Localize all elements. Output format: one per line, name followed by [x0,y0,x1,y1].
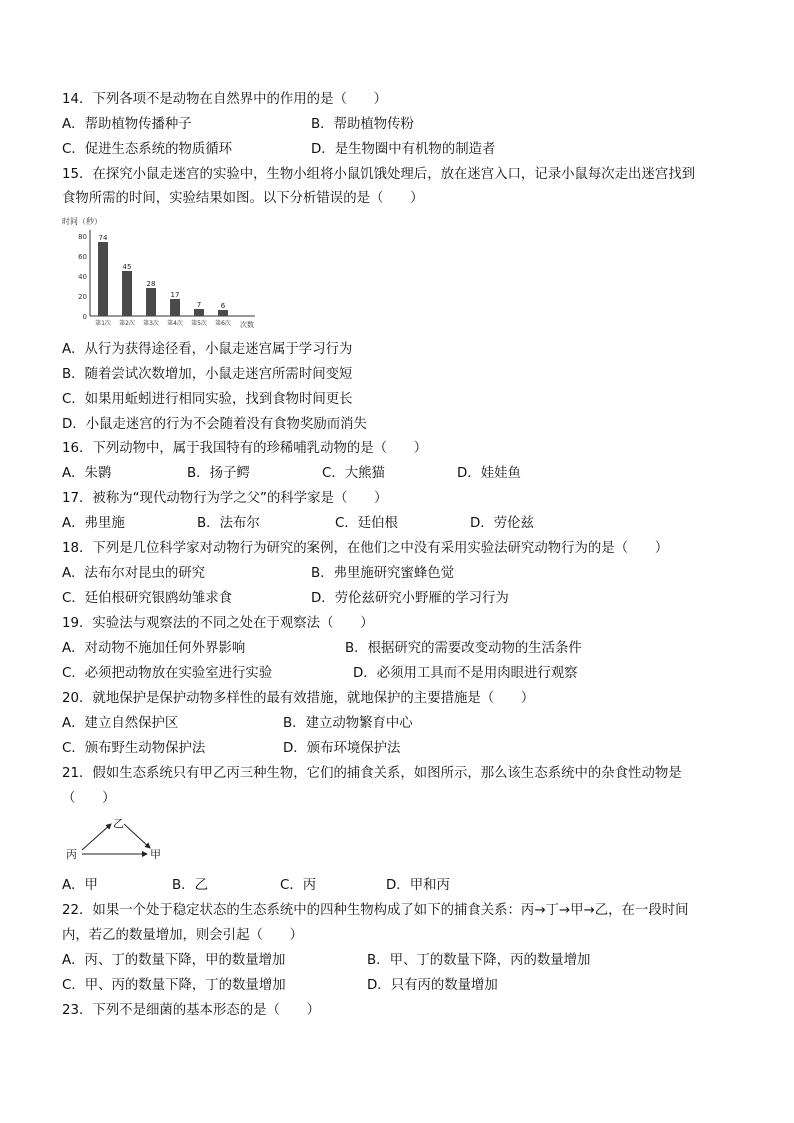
q22-option-b: B．甲、丁的数量下降，丙的数量增加 [367,953,591,968]
q16-option-b: B．扬子鳄 [187,466,250,481]
q17-option-b: B．法布尔 [197,516,260,531]
bar-value-label: 28 [146,280,156,288]
chart-bar [98,242,108,316]
bar-value-label: 45 [122,263,132,271]
food-relation-diagram [62,814,172,866]
q21-option-d: D．甲和丙 [386,878,450,893]
chart-ylabel: 时间（秒） [62,217,102,226]
bar-value-label: 6 [220,302,226,310]
bar-value-label: 17 [170,291,180,299]
q20-option-c: C．颁布野生动物保护法 [62,741,206,756]
q19-stem: 19．实验法与观察法的不同之处在于观察法（ ） [62,616,374,631]
arrow-bing-to-yi [82,824,111,850]
q18-option-b: B．弗里施研究蜜蜂色觉 [311,566,455,581]
chart-bar [194,309,204,316]
y-tick-label: 20 [78,293,87,301]
q20-option-d: D．颁布环境保护法 [283,741,401,756]
q17-option-a: A．弗里施 [62,516,125,531]
q19-option-a: A．对动物不施加任何外界影响 [62,641,246,656]
q17-option-d: D．劳伦兹 [470,516,534,531]
q16-option-d: D．娃娃鱼 [457,466,521,481]
q19-option-c: C．必须把动物放在实验室进行实验 [62,666,273,681]
x-tick-label: 第5次 [191,320,207,327]
q19-option-d: D．必须用工具而不是用肉眼进行观察 [353,666,578,681]
x-tick-label: 第1次 [95,320,111,327]
x-tick-label: 第2次 [119,320,135,327]
x-tick-label: 第6次 [215,320,231,327]
q18-option-c: C．廷伯根研究银鸥幼雏求食 [62,591,233,606]
q20-option-b: B．建立动物繁育中心 [283,716,413,731]
node-bing: 丙 [66,848,77,861]
q21-stem: 21．假如生态系统只有甲乙丙三种生物，它们的捕食关系，如图所示，那么该生态系统中的杂食性动物是 [62,766,682,781]
bar-value-label: 7 [196,301,202,309]
chart-bar [218,310,228,316]
y-tick-label: 0 [82,313,87,321]
q15-option-a: A．从行为获得途径看，小鼠走迷宫属于学习行为 [62,342,353,357]
q14-option-a: A．帮助植物传播种子 [62,117,192,132]
x-tick-label: 第3次 [143,320,159,327]
q22-stem-line1: 22．如果一个处于稳定状态的生态系统中的四种生物构成了如下的捕食关系：丙→丁→甲→乙，在一段时间 [62,903,689,918]
chart-xlabel: 次数 [240,321,254,329]
q14-option-d: D．是生物圈中有机物的制造者 [311,142,496,157]
maze-time-bar-chart [60,212,270,332]
x-tick-label: 第4次 [167,320,183,327]
chart-y-ticks [78,233,87,321]
q21-stem-blank: （ ） [62,791,116,806]
q17-stem: 17．被称为“现代动物行为学之父”的科学家是（ ） [62,491,388,506]
q18-stem: 18．下列是几位科学家对动物行为研究的案例，在他们之中没有采用实验法研究动物行为的是（ ） [62,541,669,556]
y-tick-label: 80 [78,233,87,241]
q15-option-b: B．随着尝试次数增加，小鼠走迷宫所需时间变短 [62,367,353,382]
q15-option-c: C．如果用蚯蚓进行相同实验，找到食物时间更长 [62,392,353,407]
q14-stem: 14．下列各项不是动物在自然界中的作用的是（ ） [62,92,388,107]
q22-option-d: D．只有丙的数量增加 [367,978,498,993]
q16-stem: 16．下列动物中，属于我国特有的珍稀哺乳动物的是（ ） [62,441,428,456]
q20-option-a: A．建立自然保护区 [62,716,179,731]
q21-option-a: A．甲 [62,878,98,893]
q17-option-c: C．廷伯根 [335,516,398,531]
q15-stem-line2: 食物所需的时间，实验结果如图。以下分析错误的是（ ） [62,191,424,206]
arrow-yi-to-jia [124,824,150,848]
q18-option-a: A．法布尔对昆虫的研究 [62,566,206,581]
chart-bar [122,271,132,316]
q22-option-c: C．甲、丙的数量下降，丁的数量增加 [62,978,286,993]
q20-stem: 20．就地保护是保护动物多样性的最有效措施，就地保护的主要措施是（ ） [62,691,535,706]
q22-stem-line2: 内，若乙的数量增加，则会引起（ ） [62,928,304,943]
q14-option-b: B．帮助植物传粉 [311,117,414,132]
q16-option-c: C．大熊猫 [322,466,385,481]
q15-stem-line1: 15．在探究小鼠走迷宫的实验中，生物小组将小鼠饥饿处理后，放在迷宫入口，记录小鼠每次走出迷宫找到 [62,167,696,182]
q15-option-d: D．小鼠走迷宫的行为不会随着没有食物奖励而消失 [62,417,367,432]
chart-bar [170,299,180,316]
q19-option-b: B．根据研究的需要改变动物的生活条件 [345,641,582,656]
q22-option-a: A．丙、丁的数量下降，甲的数量增加 [62,953,286,968]
node-yi: 乙 [113,817,124,830]
q23-stem: 23．下列不是细菌的基本形态的是（ ） [62,1003,321,1018]
y-tick-label: 60 [78,253,87,261]
q14-option-c: C．促进生态系统的物质循环 [62,142,233,157]
bar-value-label: 74 [98,234,108,242]
chart-bar [146,288,156,316]
q18-option-d: D．劳伦兹研究小野雁的学习行为 [311,591,509,606]
q21-option-b: B．乙 [172,878,208,893]
q21-option-c: C．丙 [280,878,317,893]
y-tick-label: 40 [78,273,87,281]
chart-bars [95,234,231,327]
q16-option-a: A．朱鹮 [62,466,112,481]
node-jia: 甲 [150,848,161,861]
